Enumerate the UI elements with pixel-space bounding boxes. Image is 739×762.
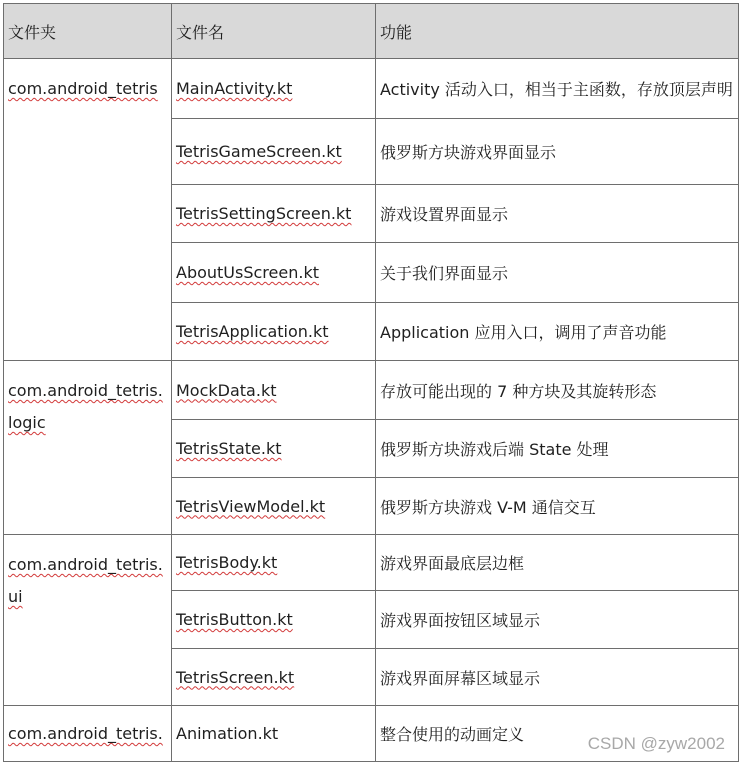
file-cell <box>172 119 376 185</box>
header-row <box>4 4 739 59</box>
file-cell <box>172 243 376 303</box>
function-cell: 存放可能出现的 7 种方块及其旋转形态 <box>376 361 739 420</box>
file-name: Animation.kt <box>176 724 279 743</box>
file-structure-table <box>3 3 739 762</box>
table-row <box>4 361 739 420</box>
file-name: TetrisScreen.kt <box>176 667 295 687</box>
function-cell: 游戏设置界面显示 <box>376 185 739 243</box>
function-cell: 整合使用的动画定义 <box>376 706 739 762</box>
function-cell: Activity 活动入口，相当于主函数，存放顶层声明 <box>376 59 739 119</box>
folder-cell <box>4 361 172 535</box>
file-cell <box>172 420 376 478</box>
table-row <box>4 59 739 119</box>
file-cell <box>172 59 376 119</box>
function-cell: 俄罗斯方块游戏界面显示 <box>376 119 739 185</box>
file-cell <box>172 478 376 535</box>
function-cell: 游戏界面按钮区域显示 <box>376 591 739 649</box>
file-name: TetrisApplication.kt <box>176 322 329 341</box>
file-cell <box>172 706 376 762</box>
folder-cell <box>4 535 172 706</box>
function-cell: 俄罗斯方块游戏 V-M 通信交互 <box>376 478 739 535</box>
function-cell: 关于我们界面显示 <box>376 243 739 303</box>
function-cell: Application 应用入口，调用了声音功能 <box>376 303 739 361</box>
file-cell <box>172 649 376 706</box>
file-cell <box>172 591 376 649</box>
file-cell <box>172 185 376 243</box>
watermark: CSDN @zyw2002 <box>587 734 725 753</box>
function-cell: 俄罗斯方块游戏后端 State 处理 <box>376 420 739 478</box>
file-name: TetrisViewModel.kt <box>176 496 326 516</box>
function-cell: 游戏界面最底层边框 <box>376 535 739 591</box>
file-name: AboutUsScreen.kt <box>176 263 319 282</box>
header-folder: 文件夹 <box>4 4 172 59</box>
file-cell <box>172 361 376 420</box>
folder-name: com.android_tetris.logic <box>8 381 163 432</box>
file-name: MainActivity.kt <box>176 79 293 98</box>
table-row <box>4 535 739 591</box>
file-name: TetrisGameScreen.kt <box>176 142 342 161</box>
file-name: TetrisButton.kt <box>176 610 293 629</box>
folder-name: com.android_tetris. <box>8 724 163 743</box>
folder-cell <box>4 59 172 361</box>
header-file: 文件名 <box>172 4 376 59</box>
file-cell <box>172 535 376 591</box>
folder-name: com.android_tetris.ui <box>8 555 163 606</box>
header-function: 功能 <box>376 4 739 59</box>
folder-name: com.android_tetris <box>8 79 158 98</box>
file-name: TetrisBody.kt <box>176 553 278 572</box>
file-name: MockData.kt <box>176 380 277 400</box>
function-cell: 游戏界面屏幕区域显示 <box>376 649 739 706</box>
folder-cell <box>4 706 172 762</box>
file-name: TetrisState.kt <box>176 439 282 458</box>
file-name: TetrisSettingScreen.kt <box>176 204 352 223</box>
file-cell <box>172 303 376 361</box>
